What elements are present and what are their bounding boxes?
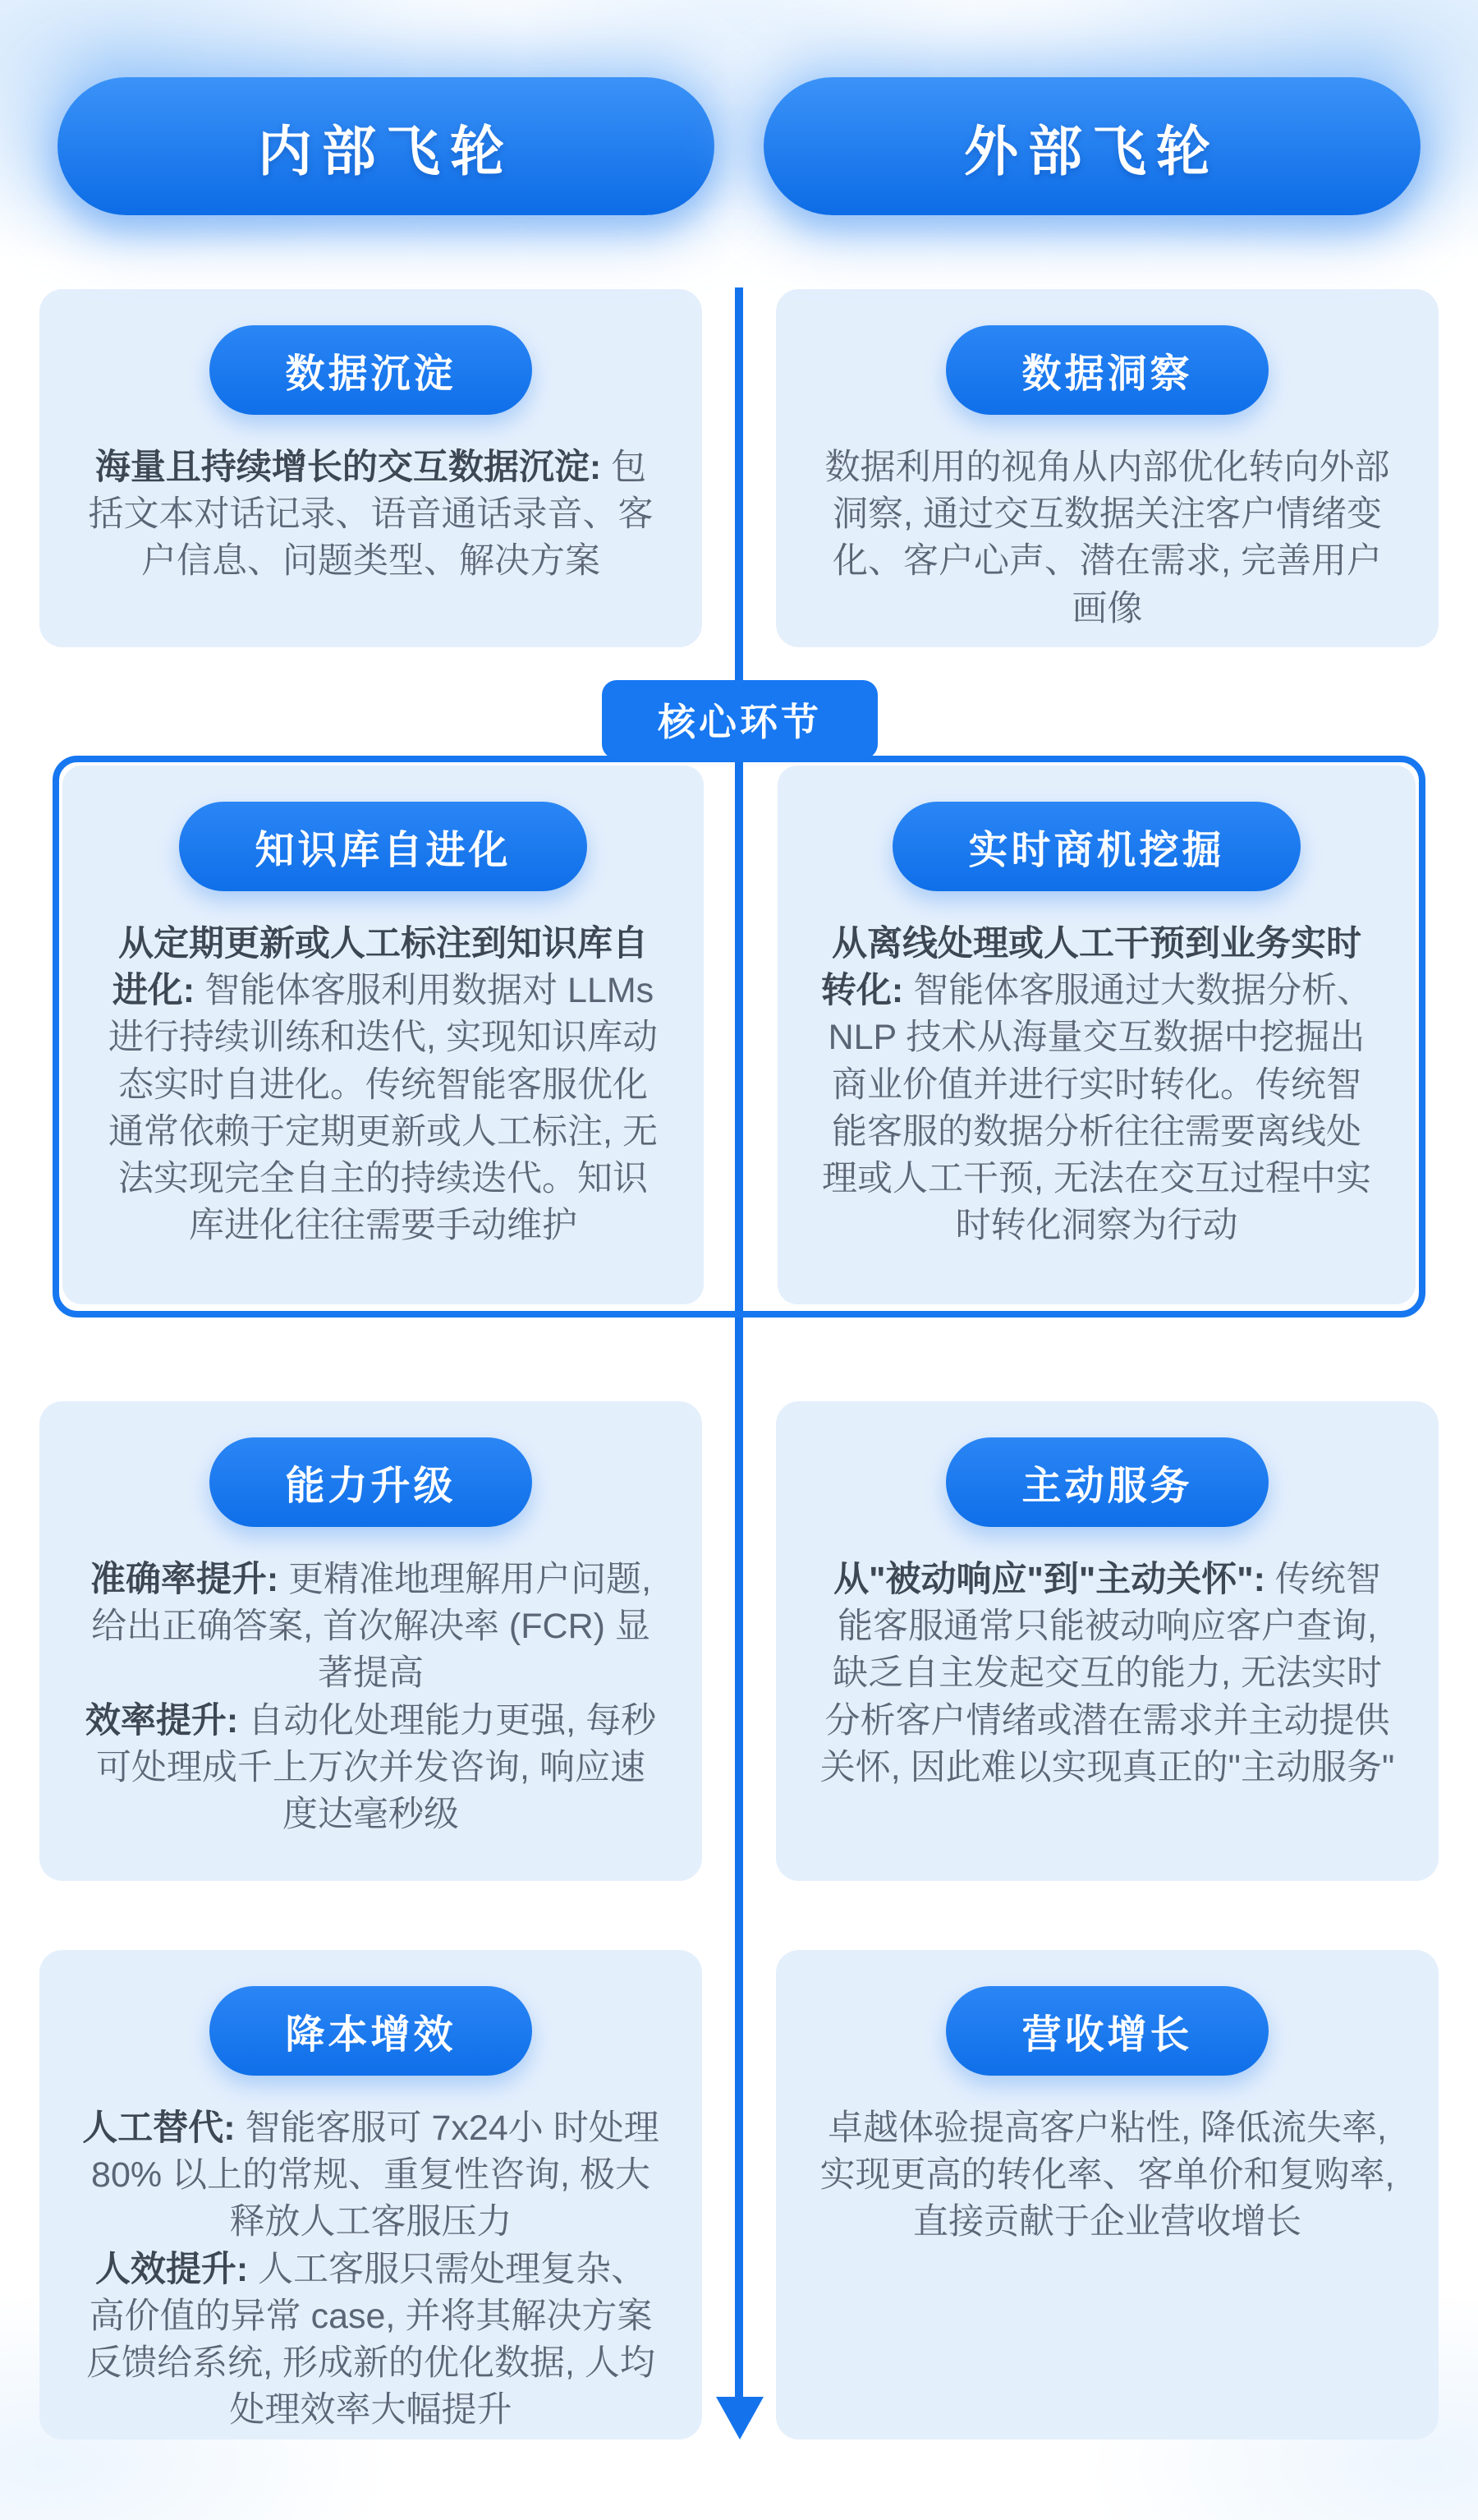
card-body: 从定期更新或人工标注到知识库自进化: 智能体客服利用数据对 LLMs 进行持续训练和迭代, 实现知识库动态实时自进化。传统智能客服优化通常依赖于定期更新或人工标注, 无法实现完全自主的持续迭代。知识库进化往往需要手动维护 xyxy=(108,924,658,1246)
card-title-pill: 实时商机挖掘 xyxy=(893,802,1300,891)
card-data-deposit xyxy=(39,289,702,647)
card-body: 卓越体验提高客户粘性, 降低流失率, 实现更高的转化率、客单价和复购率, 直接贡献于企业营收增长 xyxy=(819,2108,1395,2242)
card-proactive-service xyxy=(776,1401,1439,1881)
card-cost-reduction xyxy=(39,1950,702,2440)
arrow-down-icon xyxy=(716,2397,764,2440)
header-pill-internal-flywheel xyxy=(57,77,714,215)
card-title-pill: 能力升级 xyxy=(209,1437,531,1527)
card-revenue-growth xyxy=(776,1950,1439,2440)
card-body: 从离线处理或人工干预到业务实时转化: 智能体客服通过大数据分析、NLP 技术从海量交互数据中挖掘出商业价值并进行实时转化。传统智能客服的数据分析往往需要离线处理或人工干预, 无法在交互过程中实时转化洞察为行动 xyxy=(820,924,1373,1246)
core-section-badge xyxy=(602,680,878,759)
card-title-pill: 营收增长 xyxy=(946,1986,1268,2076)
card-title-pill: 知识库自进化 xyxy=(179,802,586,891)
core-badge-label: 核心环节 xyxy=(658,701,822,743)
card-knowledge-base-evolution xyxy=(62,766,704,1304)
card-title-pill: 主动服务 xyxy=(946,1437,1268,1527)
card-body: 从"被动响应"到"主动关怀": 传统智能客服通常只能被动响应客户查询, 缺乏自主发起交互的能力, 无法实时分析客户情绪或潜在需求并主动提供关怀, 因此难以实现真正的"主动服务" xyxy=(819,1560,1395,1787)
header-label-internal: 内部飞轮 xyxy=(258,120,514,182)
card-title-pill: 数据沉淀 xyxy=(209,325,531,415)
header-pill-external-flywheel xyxy=(764,77,1421,215)
card-title-pill: 数据洞察 xyxy=(946,325,1268,415)
card-title-pill: 降本增效 xyxy=(209,1986,531,2076)
card-data-insight xyxy=(776,289,1439,647)
card-realtime-opportunity-mining xyxy=(778,766,1416,1304)
card-body: 准确率提升: 更精准地理解用户问题, 给出正确答案, 首次解决率 (FCR) 显著提高 效率提升: 自动化处理能力更强, 每秒可处理成千上万次并发咨询, 响应速度达毫秒级 xyxy=(85,1560,657,1834)
card-capability-upgrade xyxy=(39,1401,702,1881)
card-body: 海量且持续增长的交互数据沉淀: 包括文本对话记录、语音通话录音、客户信息、问题类型、解决方案 xyxy=(88,448,654,582)
center-divider-line xyxy=(735,287,743,2403)
header-label-external: 外部飞轮 xyxy=(964,120,1220,182)
card-body: 数据利用的视角从内部优化转向外部洞察, 通过交互数据关注客户情绪变化、客户心声、潜在需求, 完善用户画像 xyxy=(824,448,1390,628)
card-body: 人工替代: 智能客服可 7x24小 时处理 80% 以上的常规、重复性咨询, 极大释放人工客服压力 人效提升: 人工客服只需处理复杂、高价值的异常 case, 并将其解决方案反馈给系统, 形成新的优化数据, 人均处理效率大幅提升 xyxy=(82,2108,659,2430)
